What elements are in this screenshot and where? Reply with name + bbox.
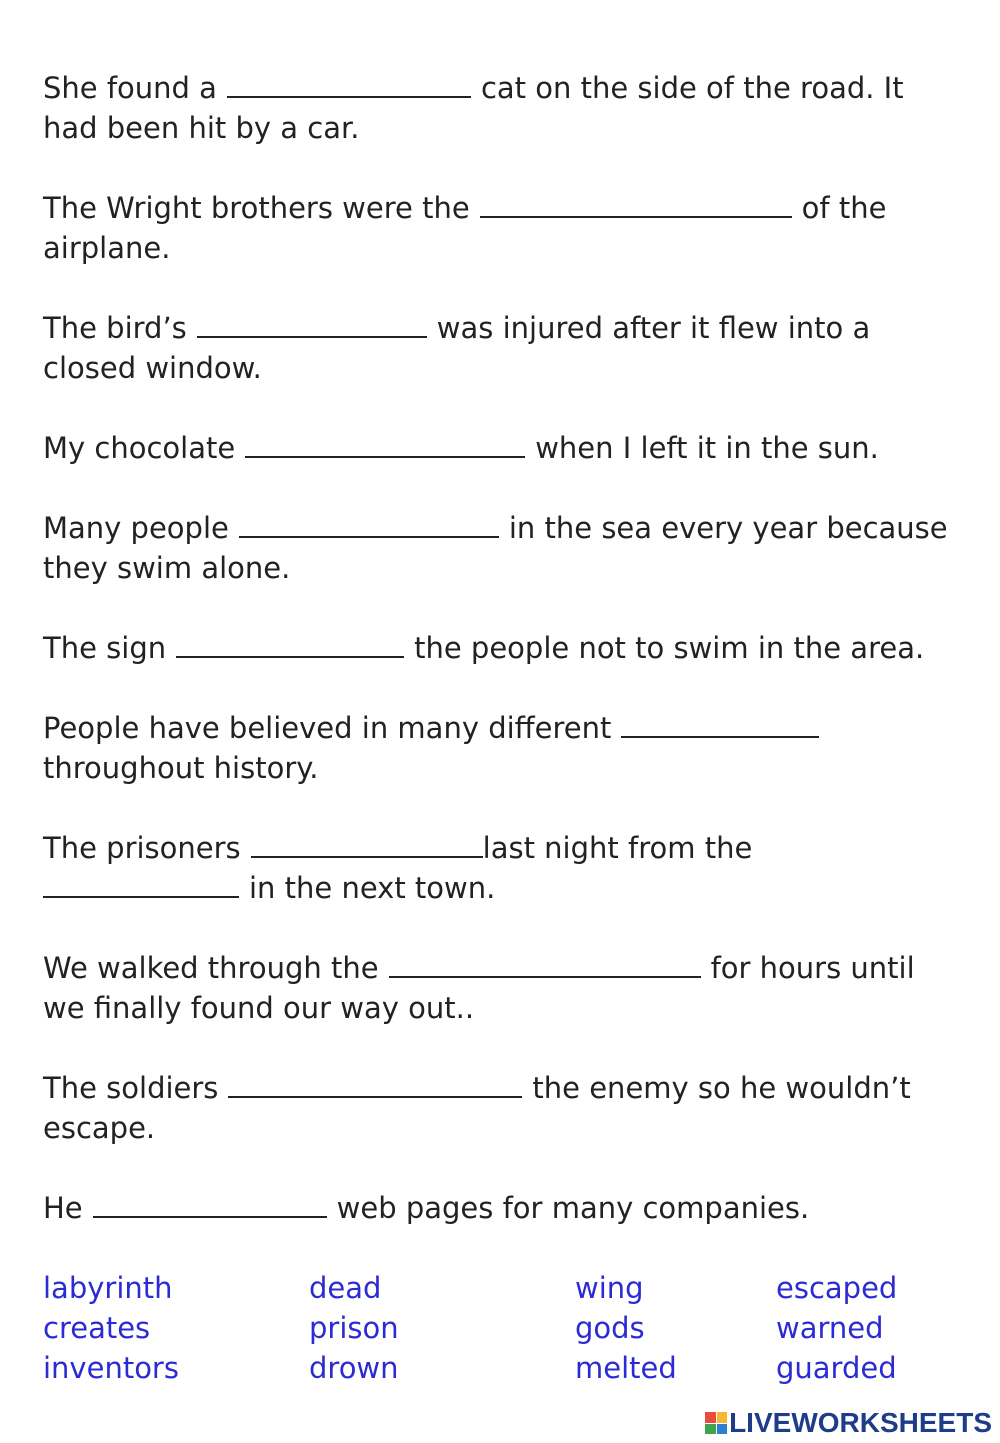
logo-text: LIVEWORKSHEETS [729, 1407, 992, 1438]
word-bank-item: gods [575, 1311, 645, 1345]
sentence-text: The Wright brothers were the [43, 191, 470, 225]
answer-blank-9[interactable] [43, 870, 239, 898]
sentence-text: web pages for many companies. [336, 1191, 810, 1225]
sentence-text: People have believed in many different [43, 711, 612, 745]
sentence-text: was injured after it flew into a [436, 311, 871, 345]
answer-blank-12[interactable] [93, 1190, 327, 1218]
sentence-text: when I left it in the sun. [535, 431, 879, 465]
sentence-5 [43, 508, 948, 588]
word-bank-item: drown [309, 1351, 399, 1385]
word-bank-item: inventors [43, 1351, 179, 1385]
sentence-3 [43, 308, 870, 388]
word-bank-item: wing [575, 1271, 644, 1305]
sentence-7 [43, 708, 829, 788]
sentence-6 [43, 628, 924, 668]
word-bank-item: creates [43, 1311, 151, 1345]
liveworksheets-logo[interactable] [705, 1406, 992, 1440]
answer-blank-4[interactable] [245, 430, 525, 458]
sentence-text: cat on the side of the road. It [480, 71, 904, 105]
sentence-text: for hours until [710, 951, 915, 985]
answer-blank-2[interactable] [480, 190, 792, 218]
sentence-text: She found a [43, 71, 217, 105]
sentence-2 [43, 188, 886, 268]
answer-blank-10[interactable] [389, 950, 701, 978]
sentence-8 [43, 828, 752, 908]
sentence-text: throughout history. [43, 751, 319, 785]
word-bank-item: guarded [776, 1351, 897, 1385]
sentence-text: had been hit by a car. [43, 111, 360, 145]
sentence-text: The bird’s [43, 311, 187, 345]
answer-blank-7[interactable] [621, 710, 819, 738]
answer-blank-11[interactable] [228, 1070, 522, 1098]
sentence-text: Many people [43, 511, 229, 545]
sentence-text: He [43, 1191, 83, 1225]
sentence-text: the people not to swim in the area. [414, 631, 925, 665]
sentence-text: the enemy so he wouldn’t [532, 1071, 911, 1105]
sentence-text: The sign [43, 631, 167, 665]
sentence-11 [43, 1188, 809, 1228]
sentence-text: The prisoners [43, 831, 241, 865]
sentence-text: in the next town. [249, 871, 496, 905]
sentence-text: We walked through the [43, 951, 379, 985]
answer-blank-5[interactable] [239, 510, 499, 538]
sentence-text: closed window. [43, 351, 262, 385]
word-bank-item: dead [309, 1271, 382, 1305]
answer-blank-3[interactable] [197, 310, 427, 338]
word-bank-item: prison [309, 1311, 399, 1345]
sentence-text: they swim alone. [43, 551, 291, 585]
word-bank-item: warned [776, 1311, 884, 1345]
sentence-text: last night from the [482, 831, 753, 865]
sentence-1 [43, 68, 904, 148]
answer-blank-8[interactable] [251, 830, 483, 858]
sentence-10 [43, 1068, 911, 1148]
answer-blank-1[interactable] [227, 70, 471, 98]
sentence-text: of the [801, 191, 887, 225]
answer-blank-6[interactable] [176, 630, 404, 658]
sentence-9 [43, 948, 915, 1028]
sentence-text: The soldiers [43, 1071, 219, 1105]
sentence-text: escape. [43, 1111, 156, 1145]
sentence-text: we finally found our way out.. [43, 991, 475, 1025]
liveworksheets-logo-icon [705, 1412, 727, 1434]
word-bank-item: melted [575, 1351, 677, 1385]
sentence-text: in the sea every year because [508, 511, 948, 545]
word-bank-item: labyrinth [43, 1271, 173, 1305]
sentence-text: My chocolate [43, 431, 236, 465]
sentence-4 [43, 428, 879, 468]
word-bank-item: escaped [776, 1271, 898, 1305]
sentence-text: airplane. [43, 231, 171, 265]
